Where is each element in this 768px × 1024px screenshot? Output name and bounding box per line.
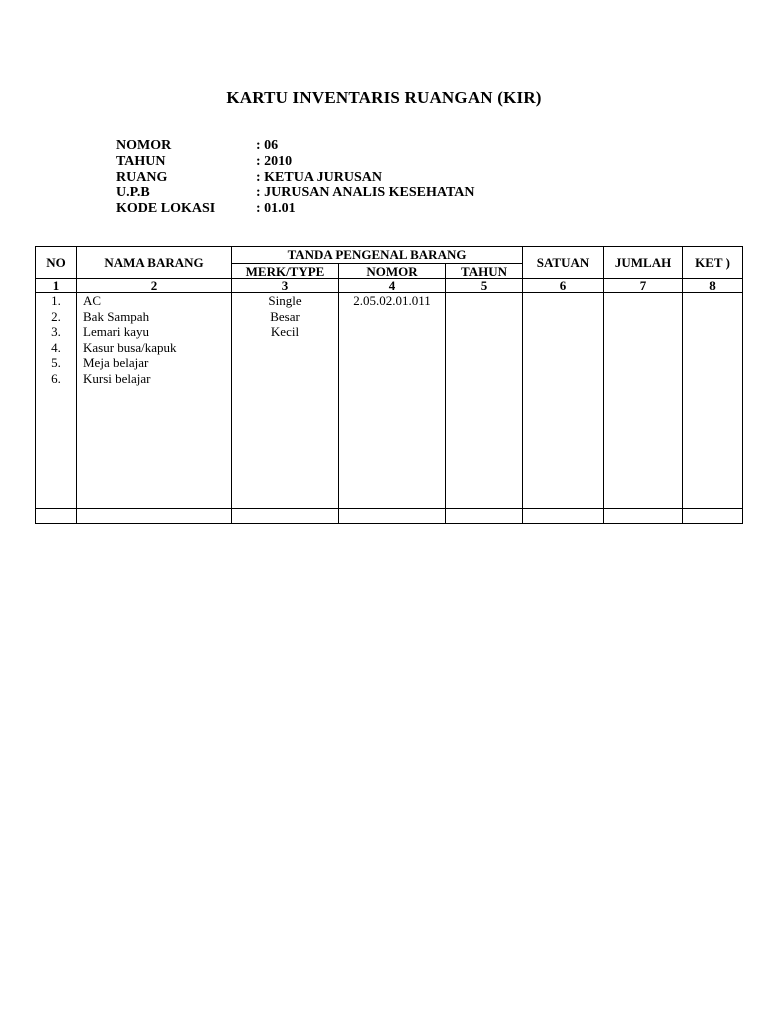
item-nomor: 2.05.02.01.011 <box>353 293 431 308</box>
blank-cell <box>339 509 446 524</box>
cell-jumlah <box>604 293 683 509</box>
header-ket: KET ) <box>683 247 743 279</box>
row-number: 3. <box>51 324 61 340</box>
document-meta <box>116 138 474 217</box>
blank-cell <box>446 509 523 524</box>
item-name: Lemari kayu <box>83 324 150 340</box>
item-name: AC <box>83 293 102 308</box>
cell-merk-type <box>232 293 339 509</box>
header-merk-type: MERK/TYPE <box>232 264 339 279</box>
cell-no <box>36 293 77 509</box>
table-header-row <box>36 247 743 264</box>
header-tanda-pengenal: TANDA PENGENAL BARANG <box>232 247 523 264</box>
cell-tahun <box>446 293 523 509</box>
row-number: 1. <box>51 293 61 308</box>
header-nomor: NOMOR <box>339 264 446 279</box>
meta-row-nomor <box>116 138 474 154</box>
row-number: 6. <box>51 370 61 386</box>
document-title: KARTU INVENTARIS RUANGAN (KIR) <box>226 88 542 107</box>
column-number: 3 <box>232 279 339 293</box>
column-number: 6 <box>523 279 604 293</box>
row-number: 2. <box>51 308 61 324</box>
blank-cell <box>232 509 339 524</box>
inventory-table <box>35 246 743 524</box>
meta-row-ruang <box>116 170 474 186</box>
meta-label: RUANG <box>116 169 168 185</box>
meta-row-tahun <box>116 154 474 170</box>
row-number: 5. <box>51 355 61 371</box>
meta-label: NOMOR <box>116 138 172 153</box>
cell-nama-barang <box>77 293 232 509</box>
column-number-row <box>36 279 743 293</box>
meta-row-kode-lokasi <box>116 201 474 217</box>
item-merk-type: Single <box>268 293 302 308</box>
meta-value: : 2010 <box>256 153 293 169</box>
blank-cell <box>36 509 77 524</box>
header-nama-barang: NAMA BARANG <box>77 247 232 279</box>
meta-label: KODE LOKASI <box>116 201 216 217</box>
meta-value: : 01.01 <box>256 201 296 217</box>
meta-value: : 06 <box>256 138 279 153</box>
header-tahun: TAHUN <box>446 264 523 279</box>
meta-value: : JURUSAN ANALIS KESEHATAN <box>256 185 475 201</box>
column-number: 2 <box>77 279 232 293</box>
cell-ket <box>683 293 743 509</box>
header-no: NO <box>36 247 77 279</box>
meta-label: U.P.B <box>116 185 150 201</box>
column-number: 4 <box>339 279 446 293</box>
column-number: 1 <box>36 279 77 293</box>
header-jumlah: JUMLAH <box>604 247 683 279</box>
row-number: 4. <box>51 339 61 355</box>
column-number: 5 <box>446 279 523 293</box>
table-blank-row <box>36 509 743 524</box>
item-name: Bak Sampah <box>83 308 150 324</box>
header-satuan: SATUAN <box>523 247 604 279</box>
meta-row-upb <box>116 185 474 201</box>
blank-cell <box>604 509 683 524</box>
item-name: Kasur busa/kapuk <box>83 339 177 355</box>
column-number: 8 <box>683 279 743 293</box>
blank-cell <box>523 509 604 524</box>
meta-value: : KETUA JURUSAN <box>256 169 383 185</box>
cell-nomor <box>339 293 446 509</box>
blank-cell <box>77 509 232 524</box>
item-name: Meja belajar <box>83 355 149 371</box>
table-body-row <box>36 293 743 509</box>
item-name: Kursi belajar <box>83 370 151 386</box>
column-number: 7 <box>604 279 683 293</box>
meta-label: TAHUN <box>116 153 166 169</box>
blank-cell <box>683 509 743 524</box>
item-merk-type: Besar <box>270 308 300 324</box>
cell-satuan <box>523 293 604 509</box>
item-merk-type: Kecil <box>270 324 300 340</box>
